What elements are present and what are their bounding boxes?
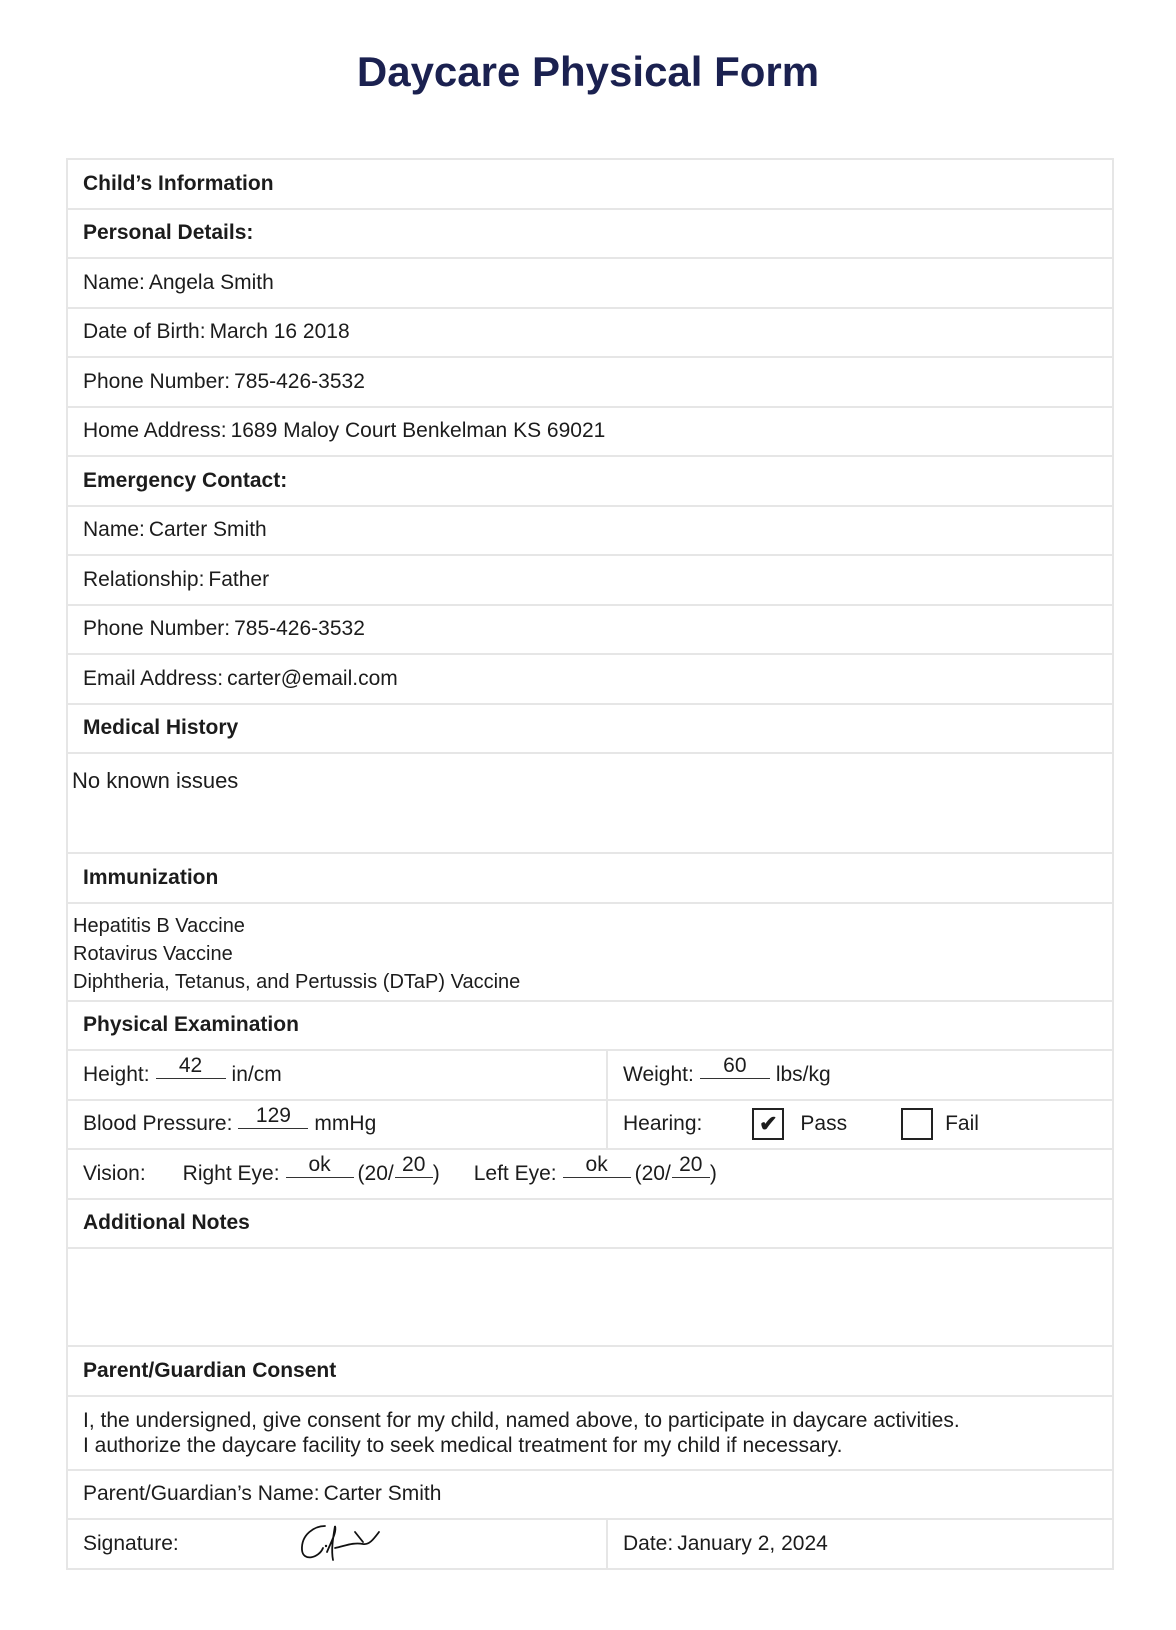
field-child-phone[interactable] (68, 358, 1112, 408)
vision-label: Vision: (83, 1161, 146, 1185)
field-height[interactable] (68, 1051, 608, 1099)
field-guardian-name[interactable] (68, 1471, 1112, 1521)
section-heading-emergency-contact: Emergency Contact: (68, 457, 1112, 507)
field-label: Phone Number: (83, 369, 231, 393)
field-value: Angela Smith (148, 270, 274, 294)
consent-line-1: I, the undersigned, give consent for my child, named above, to participate in daycare activities. (83, 1408, 960, 1432)
field-email-address[interactable] (68, 655, 1112, 705)
immunization-item: Hepatitis B Vaccine (73, 914, 245, 937)
fail-checkbox[interactable] (901, 1108, 933, 1140)
height-unit: in/cm (231, 1062, 282, 1086)
bp-value: 129 (255, 1103, 291, 1127)
exam-row-height-weight (68, 1051, 1112, 1101)
immunization-item: Rotavirus Vaccine (73, 942, 233, 965)
consent-statement (68, 1397, 1112, 1471)
left-snellen-suffix: ) (709, 1161, 717, 1185)
field-blood-pressure[interactable] (68, 1101, 608, 1149)
field-date[interactable] (608, 1520, 1112, 1568)
height-blank[interactable] (156, 1054, 226, 1079)
field-value: 785-426-3532 (234, 369, 365, 393)
left-snellen-blank[interactable] (672, 1153, 710, 1178)
field-label: Hearing: (623, 1112, 703, 1136)
field-value: March 16 2018 (209, 320, 350, 344)
field-weight[interactable] (608, 1051, 1112, 1099)
right-snellen-suffix: ) (432, 1161, 440, 1185)
weight-value: 60 (723, 1054, 747, 1078)
field-label: Height: (83, 1062, 150, 1086)
right-eye-blank[interactable] (286, 1153, 354, 1178)
field-value: 1689 Maloy Court Benkelman KS 69021 (230, 419, 606, 443)
field-value: carter@email.com (227, 666, 398, 690)
date-label: Date: (623, 1531, 674, 1555)
signature-label: Signature: (83, 1531, 179, 1555)
consent-line-2: I authorize the daycare facility to seek medical treatment for my child if necessary. (83, 1433, 843, 1457)
section-heading-physical-examination: Physical Examination (68, 1002, 1112, 1052)
right-snellen-prefix: (20/ (357, 1161, 394, 1185)
left-snellen-prefix: (20/ (634, 1161, 671, 1185)
field-date-of-birth[interactable] (68, 309, 1112, 359)
date-value: January 2, 2024 (677, 1531, 828, 1555)
pass-label: Pass (800, 1112, 848, 1136)
fail-label: Fail (945, 1112, 979, 1136)
exam-row-bp-hearing (68, 1101, 1112, 1151)
physical-form (66, 158, 1114, 1570)
field-value: Father (208, 567, 270, 591)
field-label: Email Address: (83, 666, 224, 690)
field-label: Name: (83, 518, 145, 542)
field-value: Carter Smith (148, 518, 267, 542)
right-eye-label: Right Eye: (182, 1161, 280, 1185)
left-eye-blank[interactable] (563, 1153, 631, 1178)
field-emergency-name[interactable] (68, 507, 1112, 557)
bp-unit: mmHg (314, 1112, 377, 1136)
immunization-item: Diphtheria, Tetanus, and Pertussis (DTaP) Vaccine (73, 970, 521, 993)
medical-history-value: No known issues (72, 768, 239, 793)
field-value: Carter Smith (323, 1482, 442, 1506)
exam-row-vision (68, 1150, 1112, 1200)
section-heading-medical-history: Medical History (68, 705, 1112, 755)
weight-blank[interactable] (700, 1054, 770, 1079)
field-emergency-phone[interactable] (68, 606, 1112, 656)
section-heading-additional-notes: Additional Notes (68, 1200, 1112, 1250)
field-label: Date of Birth: (83, 320, 206, 344)
field-label: Weight: (623, 1062, 694, 1086)
right-snellen-value: 20 (402, 1153, 426, 1177)
section-heading-childs-information: Child’s Information (68, 160, 1112, 210)
height-value: 42 (178, 1054, 203, 1078)
right-eye-value: ok (308, 1153, 331, 1177)
field-child-name[interactable] (68, 259, 1112, 309)
field-label: Name: (83, 270, 145, 294)
handwritten-signature (293, 1512, 403, 1572)
field-hearing (608, 1101, 1112, 1149)
field-label: Parent/Guardian’s Name: (83, 1482, 320, 1506)
left-eye-value: ok (585, 1153, 608, 1177)
section-heading-consent: Parent/Guardian Consent (68, 1347, 1112, 1397)
field-signature[interactable] (68, 1520, 608, 1568)
additional-notes-area[interactable] (68, 1249, 1112, 1347)
page-title: Daycare Physical Form (356, 48, 820, 95)
field-home-address[interactable] (68, 408, 1112, 458)
field-label: Blood Pressure: (83, 1112, 233, 1136)
medical-history-text[interactable] (68, 754, 1112, 854)
left-eye-label: Left Eye: (473, 1161, 557, 1185)
pass-checkbox[interactable]: ✔ (752, 1108, 784, 1140)
left-snellen-value: 20 (679, 1153, 703, 1177)
field-value: 785-426-3532 (234, 617, 365, 641)
field-label: Phone Number: (83, 617, 231, 641)
section-heading-immunization: Immunization (68, 854, 1112, 904)
bp-blank[interactable] (238, 1103, 308, 1129)
field-label: Home Address: (83, 419, 227, 443)
immunization-list[interactable] (68, 904, 1112, 1002)
signature-date-row (68, 1520, 1112, 1570)
field-label: Relationship: (83, 567, 205, 591)
section-heading-personal-details: Personal Details: (68, 210, 1112, 260)
weight-unit: lbs/kg (775, 1062, 831, 1086)
field-relationship[interactable] (68, 556, 1112, 606)
right-snellen-blank[interactable] (395, 1153, 433, 1178)
